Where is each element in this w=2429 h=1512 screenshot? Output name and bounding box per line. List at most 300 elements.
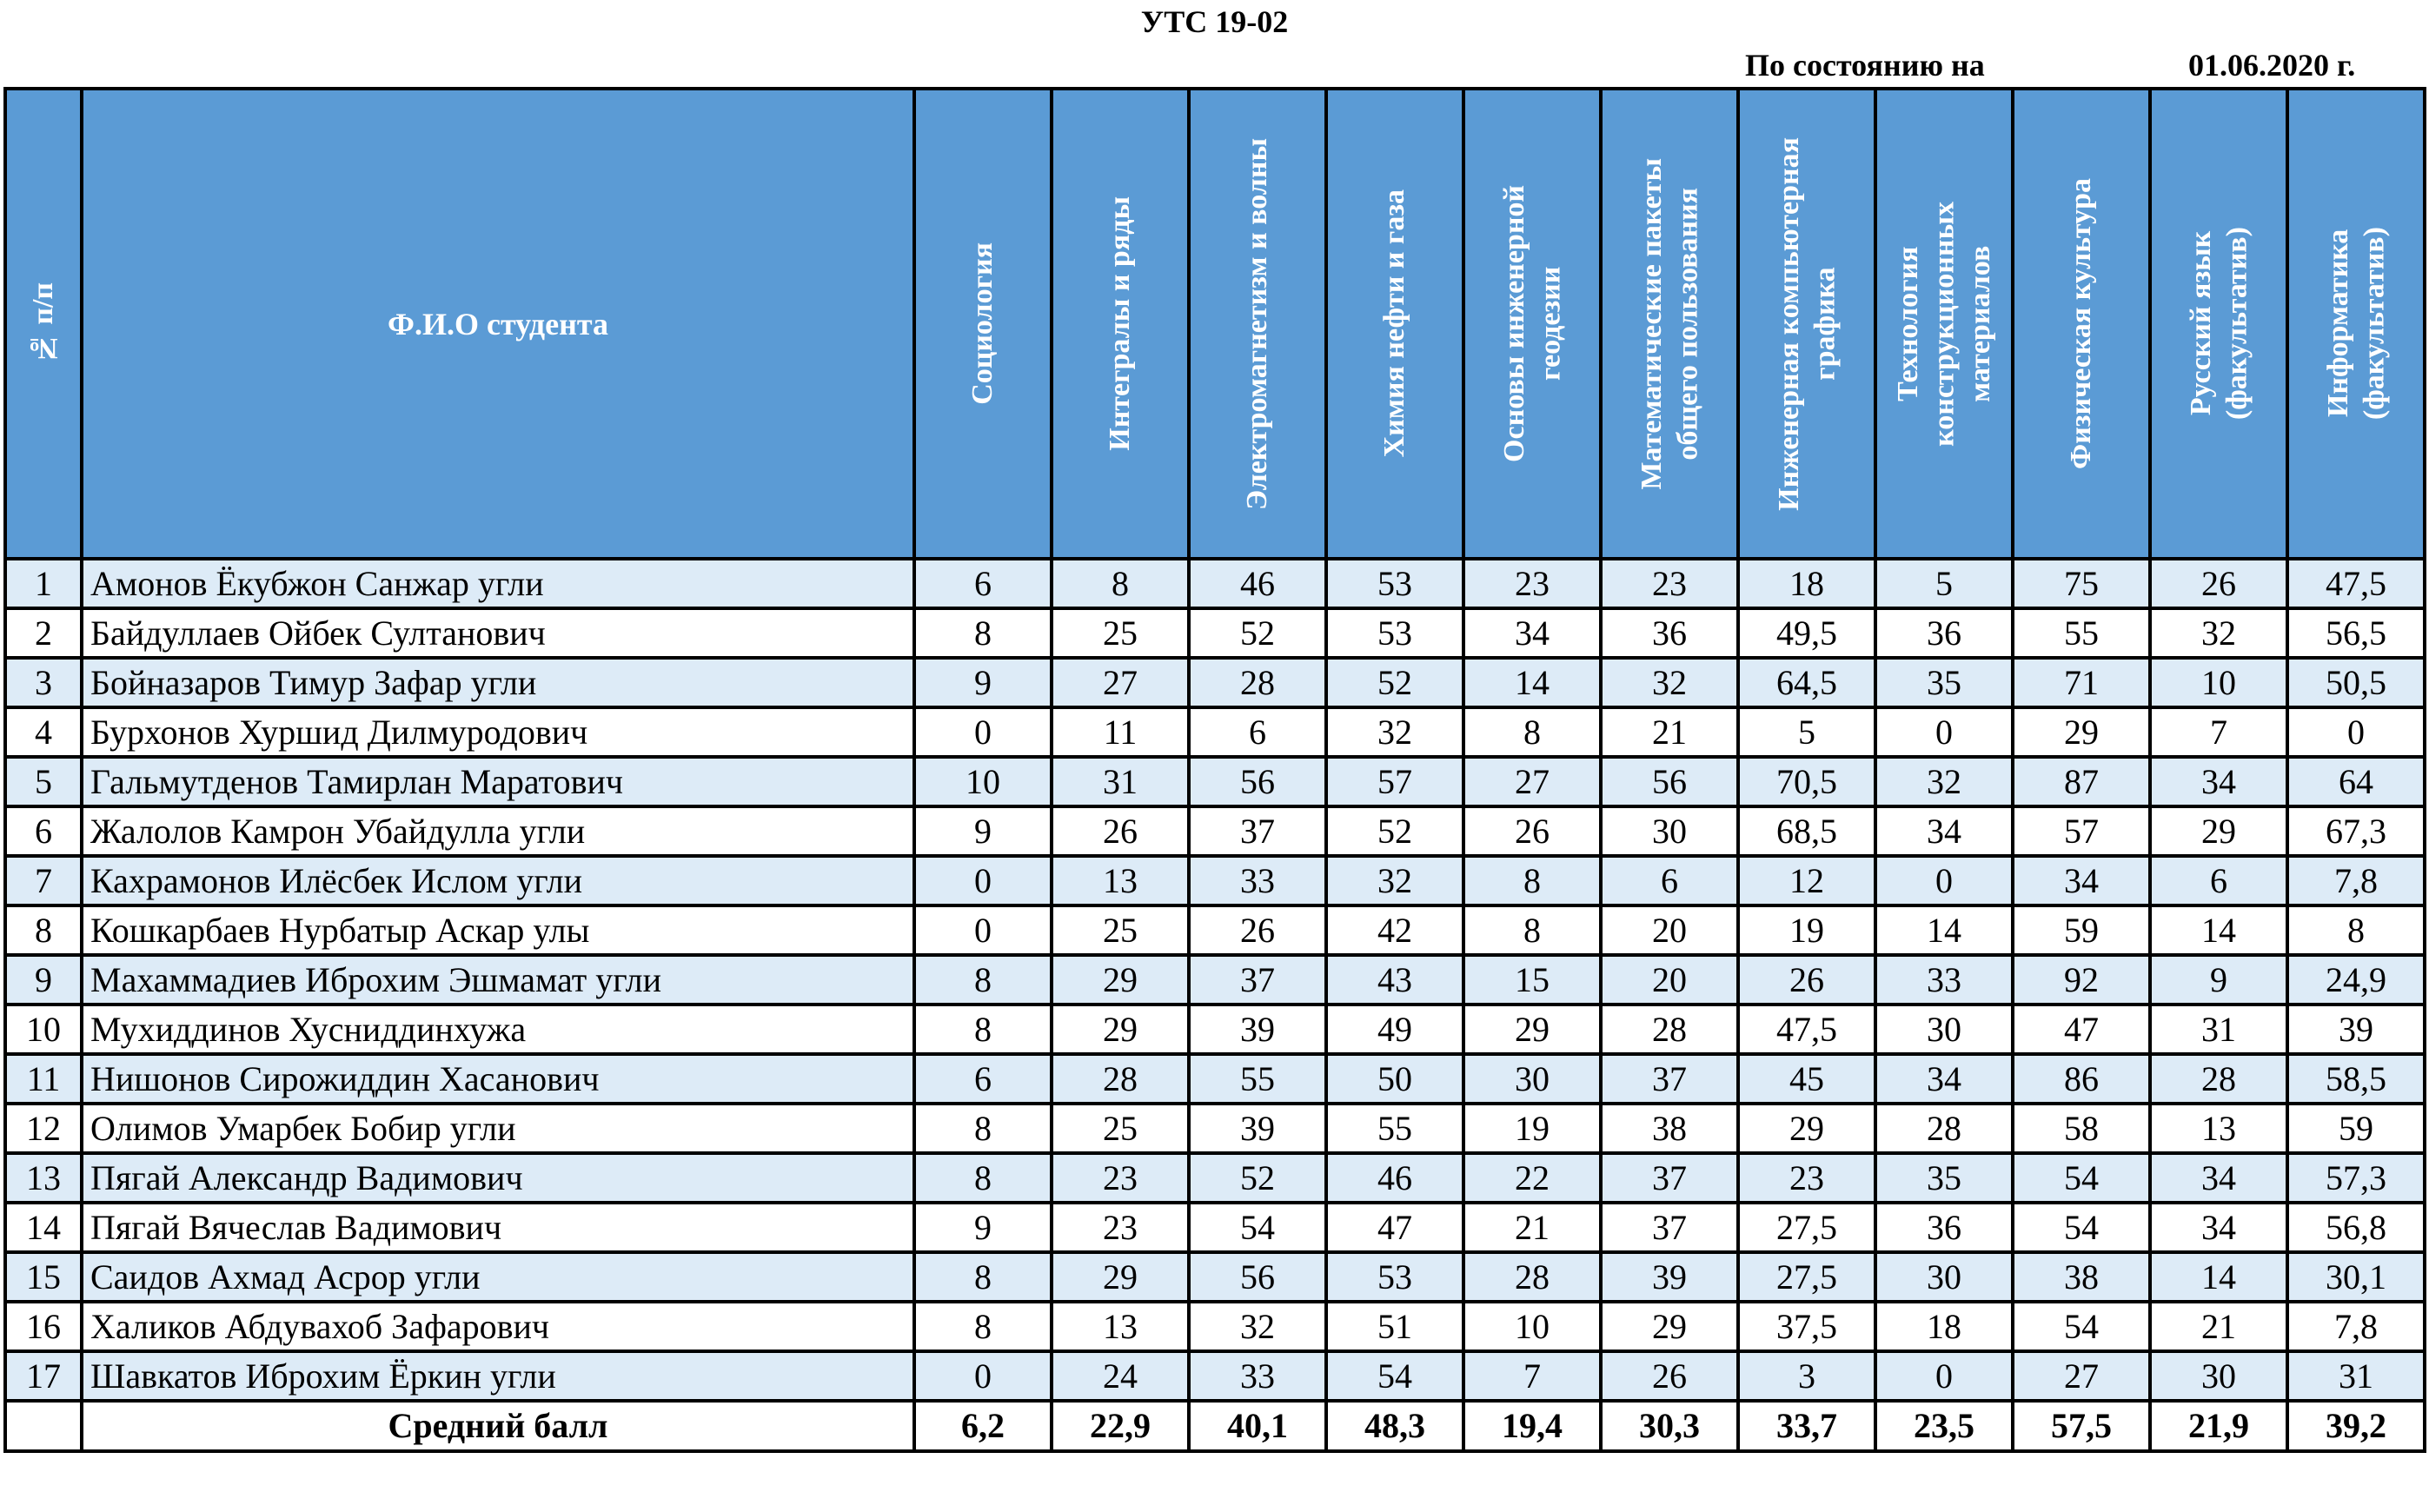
score-cell: 32 — [2150, 608, 2287, 658]
score-cell: 24,9 — [2287, 955, 2425, 1005]
score-cell: 54 — [2013, 1203, 2150, 1252]
average-score: 48,3 — [1326, 1401, 1463, 1451]
score-cell: 9 — [914, 806, 1052, 856]
row-number: 12 — [5, 1104, 82, 1153]
student-name: Гальмутденов Тамирлан Маратович — [82, 757, 914, 806]
table-row — [5, 905, 2425, 955]
score-cell: 28 — [1052, 1054, 1189, 1104]
score-cell: 71 — [2013, 658, 2150, 707]
score-cell: 7 — [1463, 1351, 1601, 1401]
header-num-label: № п/п — [27, 282, 60, 365]
row-number: 4 — [5, 707, 82, 757]
header-name: Ф.И.О студента — [82, 89, 914, 559]
score-cell: 53 — [1326, 1252, 1463, 1302]
table-row — [5, 856, 2425, 905]
score-cell: 35 — [1875, 1153, 2013, 1203]
score-cell: 10 — [1463, 1302, 1601, 1351]
score-cell: 47,5 — [1738, 1005, 1875, 1054]
row-number: 14 — [5, 1203, 82, 1252]
score-cell: 27 — [1052, 658, 1189, 707]
score-cell: 43 — [1326, 955, 1463, 1005]
row-number: 3 — [5, 658, 82, 707]
score-cell: 64,5 — [1738, 658, 1875, 707]
score-cell: 34 — [2150, 757, 2287, 806]
score-cell: 92 — [2013, 955, 2150, 1005]
header-subject — [2150, 89, 2287, 559]
score-cell: 52 — [1189, 1153, 1326, 1203]
score-cell: 54 — [2013, 1302, 2150, 1351]
header-subject-line: конструкционных — [1928, 201, 1961, 447]
score-cell: 39 — [2287, 1005, 2425, 1054]
student-name: Жалолов Камрон Убайдулла угли — [82, 806, 914, 856]
table-row — [5, 1153, 2425, 1203]
score-cell: 31 — [2287, 1351, 2425, 1401]
header-subject-line: (факультатив) — [2358, 227, 2390, 421]
score-cell: 26 — [1052, 806, 1189, 856]
score-cell: 0 — [914, 1351, 1052, 1401]
header-subject-line: общего пользования — [1671, 187, 1703, 461]
score-cell: 50 — [1326, 1054, 1463, 1104]
score-cell: 55 — [2013, 608, 2150, 658]
header-subject — [1189, 89, 1326, 559]
score-cell: 0 — [2287, 707, 2425, 757]
score-cell: 42 — [1326, 905, 1463, 955]
score-cell: 34 — [2150, 1203, 2287, 1252]
student-name: Саидов Ахмад Асрор угли — [82, 1252, 914, 1302]
score-cell: 26 — [1601, 1351, 1738, 1401]
score-cell: 56 — [1601, 757, 1738, 806]
score-cell: 20 — [1601, 955, 1738, 1005]
score-cell: 27,5 — [1738, 1252, 1875, 1302]
row-number: 9 — [5, 955, 82, 1005]
score-cell: 6 — [914, 559, 1052, 608]
score-cell: 30 — [2150, 1351, 2287, 1401]
score-cell: 59 — [2013, 905, 2150, 955]
score-cell: 14 — [1463, 658, 1601, 707]
average-score: 33,7 — [1738, 1401, 1875, 1451]
score-cell: 6 — [2150, 856, 2287, 905]
score-cell: 8 — [914, 1302, 1052, 1351]
row-number: 7 — [5, 856, 82, 905]
score-cell: 28 — [1601, 1005, 1738, 1054]
table-row — [5, 1252, 2425, 1302]
header-subject — [1601, 89, 1738, 559]
table-row — [5, 559, 2425, 608]
score-cell: 14 — [1875, 905, 2013, 955]
header-subject-line: Социология — [966, 242, 999, 405]
header-subject — [2287, 89, 2425, 559]
score-cell: 57,3 — [2287, 1153, 2425, 1203]
average-score: 39,2 — [2287, 1401, 2425, 1451]
score-cell: 23 — [1052, 1153, 1189, 1203]
student-name: Олимов Умарбек Бобир угли — [82, 1104, 914, 1153]
header-subject-label — [1239, 138, 1275, 510]
row-number: 13 — [5, 1153, 82, 1203]
header-num — [5, 89, 82, 559]
score-cell: 36 — [1875, 608, 2013, 658]
score-cell: 51 — [1326, 1302, 1463, 1351]
score-cell: 34 — [1875, 806, 2013, 856]
score-cell: 56 — [1189, 757, 1326, 806]
table-row — [5, 757, 2425, 806]
header-subject-label — [2183, 227, 2255, 420]
student-name: Кошкарбаев Нурбатыр Аскар улы — [82, 905, 914, 955]
score-cell: 28 — [2150, 1054, 2287, 1104]
average-row — [5, 1401, 2425, 1451]
score-cell: 13 — [1052, 856, 1189, 905]
score-cell: 36 — [1875, 1203, 2013, 1252]
table-row — [5, 1351, 2425, 1401]
score-cell: 31 — [1052, 757, 1189, 806]
header-subject-label — [2063, 178, 2099, 469]
score-cell: 12 — [1738, 856, 1875, 905]
score-cell: 37 — [1189, 955, 1326, 1005]
student-name: Амонов Ёкубжон Санжар угли — [82, 559, 914, 608]
score-cell: 8 — [1463, 707, 1601, 757]
score-cell: 22 — [1463, 1153, 1601, 1203]
score-cell: 9 — [2150, 955, 2287, 1005]
header-subject-line: Информатика — [2321, 229, 2354, 418]
score-cell: 57 — [2013, 806, 2150, 856]
table-row — [5, 806, 2425, 856]
row-number: 5 — [5, 757, 82, 806]
score-cell: 29 — [1052, 1005, 1189, 1054]
score-cell: 8 — [914, 1005, 1052, 1054]
score-cell: 11 — [1052, 707, 1189, 757]
score-cell: 0 — [914, 905, 1052, 955]
header-subject-label — [1497, 185, 1569, 462]
score-cell: 21 — [2150, 1302, 2287, 1351]
average-score: 57,5 — [2013, 1401, 2150, 1451]
score-cell: 0 — [914, 707, 1052, 757]
score-cell: 25 — [1052, 608, 1189, 658]
score-cell: 38 — [2013, 1252, 2150, 1302]
header-subject-line: Основы инженерной — [1497, 185, 1530, 462]
score-cell: 5 — [1738, 707, 1875, 757]
score-cell: 33 — [1189, 856, 1326, 905]
table-row — [5, 1203, 2425, 1252]
table-row — [5, 1104, 2425, 1153]
table-row — [5, 1005, 2425, 1054]
score-cell: 0 — [1875, 1351, 2013, 1401]
student-name: Мухиддинов Хусниддинхужа — [82, 1005, 914, 1054]
header-subject — [1875, 89, 2013, 559]
header-subject — [1052, 89, 1189, 559]
score-cell: 10 — [2150, 658, 2287, 707]
score-cell: 6 — [1601, 856, 1738, 905]
header-subject-line: геодезии — [1534, 266, 1566, 381]
score-cell: 8 — [914, 608, 1052, 658]
score-cell: 28 — [1875, 1104, 2013, 1153]
score-cell: 34 — [2150, 1153, 2287, 1203]
header-subject-line: материалов — [1963, 245, 1996, 402]
average-label: Средний балл — [82, 1401, 914, 1451]
header-subject-label — [1377, 189, 1412, 457]
score-cell: 25 — [1052, 1104, 1189, 1153]
table-row — [5, 1054, 2425, 1104]
score-cell: 47 — [2013, 1005, 2150, 1054]
student-name: Шавкатов Иброхим Ёркин угли — [82, 1351, 914, 1401]
average-score: 21,9 — [2150, 1401, 2287, 1451]
page-title: УТС 19-02 — [1140, 4, 1289, 39]
score-cell: 34 — [2013, 856, 2150, 905]
score-cell: 29 — [1738, 1104, 1875, 1153]
score-cell: 37 — [1601, 1054, 1738, 1104]
score-cell: 14 — [2150, 1252, 2287, 1302]
score-cell: 8 — [1052, 559, 1189, 608]
score-cell: 28 — [1189, 658, 1326, 707]
student-name: Халиков Абдувахоб Зафарович — [82, 1302, 914, 1351]
header-subject-line: Технология — [1891, 246, 1924, 401]
score-cell: 39 — [1189, 1104, 1326, 1153]
score-cell: 0 — [1875, 707, 2013, 757]
row-number: 17 — [5, 1351, 82, 1401]
score-cell: 37,5 — [1738, 1302, 1875, 1351]
header-subject-label — [1890, 202, 1998, 447]
student-name: Кахрамонов Илёсбек Ислом угли — [82, 856, 914, 905]
score-cell: 8 — [1463, 856, 1601, 905]
score-cell: 8 — [914, 955, 1052, 1005]
score-cell: 23 — [1601, 559, 1738, 608]
score-cell: 29 — [1052, 955, 1189, 1005]
header-subject — [2013, 89, 2150, 559]
table-row — [5, 707, 2425, 757]
score-cell: 39 — [1601, 1252, 1738, 1302]
score-cell: 86 — [2013, 1054, 2150, 1104]
header-subject-line: Электромагнетизм и волны — [1241, 137, 1274, 510]
score-cell: 27,5 — [1738, 1203, 1875, 1252]
score-cell: 34 — [1875, 1054, 2013, 1104]
score-cell: 32 — [1601, 658, 1738, 707]
score-cell: 55 — [1189, 1054, 1326, 1104]
row-number: 10 — [5, 1005, 82, 1054]
score-cell: 87 — [2013, 757, 2150, 806]
score-cell: 26 — [1189, 905, 1326, 955]
score-cell: 33 — [1189, 1351, 1326, 1401]
score-cell: 49,5 — [1738, 608, 1875, 658]
score-cell: 37 — [1189, 806, 1326, 856]
score-cell: 23 — [1463, 559, 1601, 608]
score-cell: 26 — [2150, 559, 2287, 608]
row-number: 11 — [5, 1054, 82, 1104]
score-cell: 21 — [1463, 1203, 1601, 1252]
header-subject — [914, 89, 1052, 559]
score-cell: 70,5 — [1738, 757, 1875, 806]
average-score: 19,4 — [1463, 1401, 1601, 1451]
header-subject-label — [1102, 196, 1138, 451]
score-cell: 8 — [2287, 905, 2425, 955]
score-cell: 25 — [1052, 905, 1189, 955]
score-cell: 49 — [1326, 1005, 1463, 1054]
score-cell: 5 — [1875, 559, 2013, 608]
score-cell: 13 — [1052, 1302, 1189, 1351]
header-subject-line: Русский язык — [2184, 231, 2217, 416]
score-cell: 14 — [2150, 905, 2287, 955]
score-cell: 56,5 — [2287, 608, 2425, 658]
score-cell: 67,3 — [2287, 806, 2425, 856]
score-cell: 0 — [1875, 856, 2013, 905]
score-cell: 21 — [1601, 707, 1738, 757]
score-cell: 9 — [914, 658, 1052, 707]
score-cell: 30 — [1875, 1005, 2013, 1054]
score-cell: 18 — [1738, 559, 1875, 608]
header-subject — [1463, 89, 1601, 559]
table-row — [5, 658, 2425, 707]
score-cell: 32 — [1875, 757, 2013, 806]
student-name: Пягай Александр Вадимович — [82, 1153, 914, 1203]
score-cell: 75 — [2013, 559, 2150, 608]
score-cell: 50,5 — [2287, 658, 2425, 707]
score-cell: 19 — [1463, 1104, 1601, 1153]
score-cell: 32 — [1326, 707, 1463, 757]
score-cell: 54 — [1189, 1203, 1326, 1252]
score-cell: 23 — [1738, 1153, 1875, 1203]
score-cell: 53 — [1326, 559, 1463, 608]
average-score: 23,5 — [1875, 1401, 2013, 1451]
score-cell: 29 — [2013, 707, 2150, 757]
score-cell: 54 — [1326, 1351, 1463, 1401]
score-cell: 47 — [1326, 1203, 1463, 1252]
score-cell: 30 — [1601, 806, 1738, 856]
score-cell: 8 — [914, 1153, 1052, 1203]
score-cell: 26 — [1463, 806, 1601, 856]
score-cell: 37 — [1601, 1203, 1738, 1252]
student-name: Нишонов Сирожиддин Хасанович — [82, 1054, 914, 1104]
score-cell: 64 — [2287, 757, 2425, 806]
score-cell: 35 — [1875, 658, 2013, 707]
as-of-label: По состоянию на — [1745, 48, 1985, 83]
score-cell: 31 — [2150, 1005, 2287, 1054]
header-subject-line: Интегралы и ряды — [1104, 196, 1137, 451]
score-cell: 3 — [1738, 1351, 1875, 1401]
table-row — [5, 608, 2425, 658]
score-cell: 39 — [1189, 1005, 1326, 1054]
average-score: 30,3 — [1601, 1401, 1738, 1451]
score-cell: 53 — [1326, 608, 1463, 658]
average-score: 22,9 — [1052, 1401, 1189, 1451]
score-cell: 68,5 — [1738, 806, 1875, 856]
score-cell: 7 — [2150, 707, 2287, 757]
grades-table — [3, 87, 2426, 1453]
score-cell: 27 — [1463, 757, 1601, 806]
header-subject — [1738, 89, 1875, 559]
score-cell: 56 — [1189, 1252, 1326, 1302]
score-cell: 52 — [1326, 658, 1463, 707]
as-of-date: 01.06.2020 г. — [2188, 48, 2356, 83]
score-cell: 36 — [1601, 608, 1738, 658]
score-cell: 37 — [1601, 1153, 1738, 1203]
score-cell: 6 — [914, 1054, 1052, 1104]
header-subject-label — [965, 242, 1000, 405]
score-cell: 33 — [1875, 955, 2013, 1005]
score-cell: 57 — [1326, 757, 1463, 806]
score-cell: 8 — [914, 1252, 1052, 1302]
average-score: 40,1 — [1189, 1401, 1326, 1451]
header-subject-line: (факультатив) — [2220, 227, 2253, 421]
score-cell: 30,1 — [2287, 1252, 2425, 1302]
score-cell: 29 — [1463, 1005, 1601, 1054]
score-cell: 6 — [1189, 707, 1326, 757]
row-number: 8 — [5, 905, 82, 955]
score-cell: 54 — [2013, 1153, 2150, 1203]
student-name: Пягай Вячеслав Вадимович — [82, 1203, 914, 1252]
score-cell: 30 — [1463, 1054, 1601, 1104]
score-cell: 9 — [914, 1203, 1052, 1252]
table-row — [5, 1302, 2425, 1351]
row-number: 15 — [5, 1252, 82, 1302]
student-name: Махаммадиев Иброхим Эшмамат угли — [82, 955, 914, 1005]
score-cell: 23 — [1052, 1203, 1189, 1252]
score-cell: 29 — [1052, 1252, 1189, 1302]
score-cell: 52 — [1189, 608, 1326, 658]
student-name: Бурхонов Хуршид Дилмуродович — [82, 707, 914, 757]
score-cell: 34 — [1463, 608, 1601, 658]
row-number: 1 — [5, 559, 82, 608]
score-cell: 10 — [914, 757, 1052, 806]
score-cell: 15 — [1463, 955, 1601, 1005]
score-cell: 46 — [1189, 559, 1326, 608]
header-row — [5, 89, 2425, 559]
header-subject-line: Математические пакеты — [1635, 157, 1668, 490]
score-cell: 32 — [1326, 856, 1463, 905]
score-cell: 26 — [1738, 955, 1875, 1005]
average-empty-cell — [5, 1401, 82, 1451]
score-cell: 52 — [1326, 806, 1463, 856]
score-cell: 7,8 — [2287, 1302, 2425, 1351]
score-cell: 18 — [1875, 1302, 2013, 1351]
score-cell: 32 — [1189, 1302, 1326, 1351]
score-cell: 59 — [2287, 1104, 2425, 1153]
score-cell: 27 — [2013, 1351, 2150, 1401]
score-cell: 8 — [914, 1104, 1052, 1153]
student-name: Байдуллаев Ойбек Султанович — [82, 608, 914, 658]
score-cell: 24 — [1052, 1351, 1189, 1401]
score-cell: 47,5 — [2287, 559, 2425, 608]
header-subject-line: Химия нефти и газа — [1378, 189, 1411, 458]
row-number: 6 — [5, 806, 82, 856]
header-subject — [1326, 89, 1463, 559]
row-number: 2 — [5, 608, 82, 658]
score-cell: 46 — [1326, 1153, 1463, 1203]
header-subject-label — [1634, 158, 1706, 490]
header-subject-line: графика — [1808, 267, 1841, 381]
score-cell: 29 — [1601, 1302, 1738, 1351]
score-cell: 8 — [1463, 905, 1601, 955]
score-cell: 58 — [2013, 1104, 2150, 1153]
score-cell: 29 — [2150, 806, 2287, 856]
score-cell: 56,8 — [2287, 1203, 2425, 1252]
score-cell: 13 — [2150, 1104, 2287, 1153]
score-cell: 0 — [914, 856, 1052, 905]
student-name: Бойназаров Тимур Зафар угли — [82, 658, 914, 707]
score-cell: 58,5 — [2287, 1054, 2425, 1104]
score-cell: 55 — [1326, 1104, 1463, 1153]
score-cell: 20 — [1601, 905, 1738, 955]
score-cell: 19 — [1738, 905, 1875, 955]
average-score: 6,2 — [914, 1401, 1052, 1451]
score-cell: 7,8 — [2287, 856, 2425, 905]
header-subject-line: Инженерная компьютерная — [1772, 136, 1805, 511]
score-cell: 38 — [1601, 1104, 1738, 1153]
score-cell: 28 — [1463, 1252, 1601, 1302]
score-cell: 30 — [1875, 1252, 2013, 1302]
row-number: 16 — [5, 1302, 82, 1351]
score-cell: 45 — [1738, 1054, 1875, 1104]
header-subject-line: Физическая культура — [2065, 178, 2098, 469]
header-subject-label — [1771, 137, 1843, 511]
table-row — [5, 955, 2425, 1005]
header-subject-label — [2320, 227, 2392, 420]
